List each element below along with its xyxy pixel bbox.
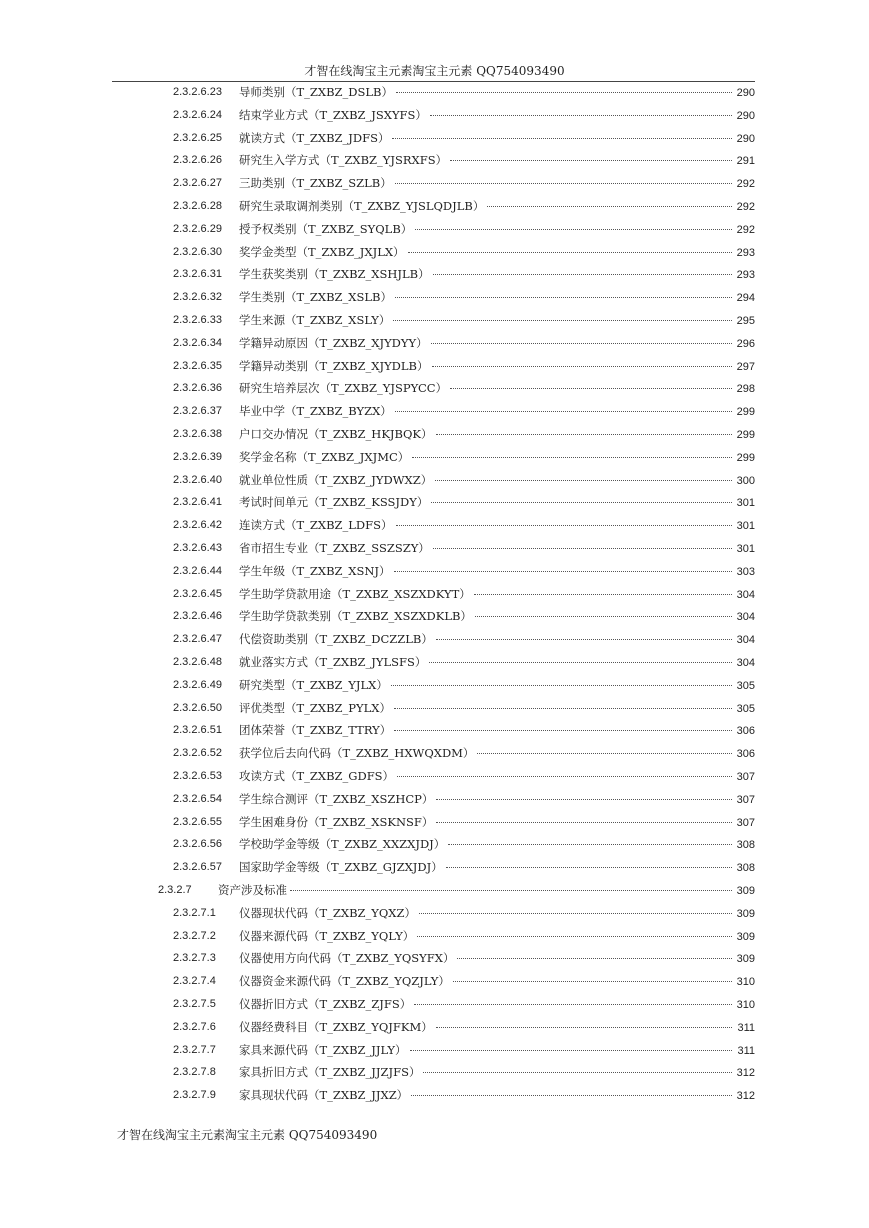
toc-entry-page: 311 [737, 1021, 755, 1034]
toc-entry-page: 312 [736, 1090, 755, 1103]
toc-entry-page: 290 [736, 87, 755, 99]
toc-entry-title: 学生年级（T_ZXBZ_XSNJ） [239, 563, 391, 578]
toc-entry[interactable] [0, 697, 869, 719]
toc-entry-page: 308 [736, 839, 755, 852]
toc-entry[interactable] [0, 902, 869, 924]
toc-entry-title: 代偿资助类别（T_ZXBZ_DCZZLB） [239, 632, 433, 647]
toc-entry-page: 290 [736, 132, 755, 145]
dot-leader [430, 115, 732, 116]
toc-entry[interactable] [0, 377, 869, 399]
dot-leader [436, 1027, 732, 1028]
toc-entry[interactable] [0, 172, 869, 194]
toc-entry-number: 2.3.2.6.43 [173, 542, 222, 554]
toc-entry-title: 学籍异动类别（T_ZXBZ_XJYDLB） [239, 358, 429, 373]
toc-entry[interactable] [0, 127, 869, 149]
toc-entry-page: 307 [736, 816, 755, 829]
toc-entry-number: 2.3.2.6.45 [173, 587, 222, 600]
toc-entry-title: 授予权类别（T_ZXBZ_SYQLB） [239, 221, 413, 236]
toc-entry[interactable] [0, 925, 869, 947]
toc-entry-page: 307 [736, 793, 755, 806]
toc-entry[interactable] [0, 970, 869, 992]
toc-entry-title: 就读方式（T_ZXBZ_JDFS） [239, 130, 390, 145]
toc-entry-title: 获学位后去向代码（T_ZXBZ_HXWQXDM） [239, 746, 475, 761]
toc-entry-title: 家具现状代码（T_ZXBZ_JJXZ） [239, 1088, 409, 1103]
toc-entry-number: 2.3.2.6.57 [173, 861, 222, 874]
page-footer: 才智在线淘宝主元素淘宝主元素 QQ754093490 [117, 1128, 378, 1142]
toc-entry[interactable] [0, 309, 869, 331]
dot-leader [436, 639, 732, 640]
toc-entry-title: 研究生培养层次（T_ZXBZ_YJSPYCC） [239, 381, 448, 396]
toc-entry-page: 293 [736, 246, 755, 259]
toc-entry[interactable] [0, 765, 869, 787]
dot-leader [474, 594, 732, 595]
dot-leader [475, 616, 732, 617]
toc-entry-title: 家具折旧方式（T_ZXBZ_JJZJFS） [239, 1065, 421, 1080]
toc-entry-title: 资产涉及标准 [218, 883, 287, 897]
toc-entry-number: 2.3.2.6.26 [173, 154, 222, 167]
toc-entry-number: 2.3.2.6.49 [173, 678, 222, 691]
toc-entry-number: 2.3.2.6.35 [173, 359, 222, 372]
toc-entry-page: 311 [737, 1044, 755, 1057]
toc-entry-number: 2.3.2.6.53 [173, 770, 222, 782]
toc-entry[interactable] [0, 583, 869, 605]
toc-entry-page: 309 [736, 907, 755, 920]
toc-entry[interactable] [0, 833, 869, 855]
dot-leader [395, 411, 732, 412]
dot-leader [395, 297, 732, 298]
toc-entry-page: 309 [736, 930, 755, 943]
dot-leader [408, 252, 732, 253]
toc-entry-title: 户口交办情况（T_ZXBZ_HKJBQK） [239, 427, 433, 441]
toc-entry-number: 2.3.2.6.50 [173, 701, 222, 714]
toc-entry-number: 2.3.2.6.41 [173, 496, 222, 509]
dot-leader [450, 160, 732, 161]
toc-entry[interactable] [0, 446, 869, 468]
toc-entry-title: 就业单位性质（T_ZXBZ_JYDWXZ） [239, 472, 433, 487]
toc-entry-title: 考试时间单元（T_ZXBZ_KSSJDY） [239, 495, 429, 510]
toc-entry[interactable] [0, 286, 869, 308]
toc-entry[interactable] [0, 332, 869, 354]
toc-entry-number: 2.3.2.6.30 [173, 245, 222, 258]
toc-entry[interactable] [0, 491, 869, 513]
toc-entry-title: 就业落实方式（T_ZXBZ_JYLSFS） [239, 655, 427, 669]
toc-entry-page: 312 [736, 1067, 755, 1080]
toc-entry[interactable] [0, 719, 869, 741]
toc-entry-page: 301 [736, 543, 755, 555]
toc-entry-title: 研究类型（T_ZXBZ_YJLX） [239, 677, 388, 692]
toc-entry[interactable] [0, 263, 869, 285]
dot-leader [411, 1095, 732, 1096]
toc-entry-page: 293 [736, 269, 755, 282]
toc-entry-title: 学生助学贷款类别（T_ZXBZ_XSZXDKLB） [239, 609, 472, 624]
toc-entry[interactable] [0, 993, 869, 1015]
toc-entry[interactable] [0, 355, 869, 377]
dot-leader [396, 525, 732, 526]
toc-entry-number: 2.3.2.6.38 [173, 428, 222, 440]
dot-leader [477, 753, 732, 754]
toc-entry-page: 299 [736, 406, 755, 419]
toc-entry-title: 仪器使用方向代码（T_ZXBZ_YQSYFX） [239, 951, 455, 966]
toc-entry-title: 省市招生专业（T_ZXBZ_SSZSZY） [239, 541, 430, 555]
toc-entry-number: 2.3.2.6.55 [173, 815, 222, 828]
toc-entry-title: 评优类型（T_ZXBZ_PYLX） [239, 700, 391, 715]
toc-entry-title: 研究生录取调剂类别（T_ZXBZ_YJSLQDJLB） [239, 199, 485, 213]
toc-entry-page: 307 [736, 771, 755, 783]
dot-leader [290, 890, 732, 891]
toc-entry-number: 2.3.2.7.4 [173, 975, 216, 988]
toc-entry[interactable] [0, 947, 869, 969]
toc-entry[interactable] [0, 742, 869, 764]
toc-entry[interactable] [0, 811, 869, 833]
toc-entry[interactable] [0, 788, 869, 810]
dot-leader [419, 913, 732, 914]
toc-entry-title: 学校助学金等级（T_ZXBZ_XXZXJDJ） [239, 837, 446, 852]
toc-entry[interactable] [0, 1016, 869, 1038]
dot-leader [410, 1050, 732, 1051]
toc-entry-number: 2.3.2.7 [158, 884, 192, 896]
toc-entry-page: 295 [736, 315, 755, 327]
dot-leader [433, 274, 732, 275]
dot-leader [414, 1004, 732, 1005]
dot-leader [436, 799, 732, 800]
toc-entry[interactable] [0, 856, 869, 878]
toc-entry-title: 学籍异动原因（T_ZXBZ_XJYDYY） [239, 335, 428, 350]
page-header: 才智在线淘宝主元素淘宝主元素 QQ754093490 [304, 64, 565, 78]
dot-leader [457, 958, 732, 959]
toc-entry-number: 2.3.2.6.40 [173, 473, 222, 486]
toc-entry-title: 连读方式（T_ZXBZ_LDFS） [239, 518, 393, 533]
toc-entry-number: 2.3.2.7.2 [173, 929, 216, 942]
dot-leader [392, 138, 732, 139]
toc-entry-page: 309 [736, 885, 755, 897]
toc-entry-page: 309 [736, 953, 755, 966]
toc-entry[interactable] [0, 81, 869, 103]
dot-leader [394, 708, 732, 709]
dot-leader [394, 730, 732, 731]
toc-entry-title: 仪器来源代码（T_ZXBZ_YQLY） [239, 928, 415, 943]
dot-leader [450, 388, 732, 389]
toc-entry-title: 导师类别（T_ZXBZ_DSLB） [239, 85, 393, 99]
dot-leader [436, 822, 732, 823]
dot-leader [391, 685, 732, 686]
toc-entry-number: 2.3.2.7.5 [173, 998, 216, 1010]
dot-leader [453, 981, 732, 982]
toc-entry-number: 2.3.2.7.6 [173, 1020, 216, 1033]
toc-entry-number: 2.3.2.6.52 [173, 747, 222, 760]
toc-entry[interactable] [0, 879, 869, 901]
toc-entry-number: 2.3.2.7.3 [173, 952, 216, 965]
toc-entry-title: 三助类别（T_ZXBZ_SZLB） [239, 176, 392, 191]
toc-entry-page: 301 [736, 497, 755, 510]
toc-entry-page: 292 [736, 223, 755, 236]
dot-leader [412, 457, 732, 458]
toc-entry-title: 学生困难身份（T_ZXBZ_XSKNSF） [239, 814, 434, 829]
toc-entry-number: 2.3.2.6.31 [173, 268, 222, 281]
toc-entry-number: 2.3.2.6.32 [173, 291, 222, 304]
toc-entry-number: 2.3.2.6.44 [173, 564, 222, 577]
toc-entry-title: 家具来源代码（T_ZXBZ_JJLY） [239, 1042, 407, 1057]
toc-entry-page: 299 [736, 429, 755, 441]
toc-entry-page: 294 [736, 292, 755, 305]
toc-entry[interactable] [0, 241, 869, 263]
toc-entry[interactable] [0, 605, 869, 627]
toc-entry[interactable] [0, 218, 869, 240]
toc-entry-title: 学生助学贷款用途（T_ZXBZ_XSZXDKYT） [239, 586, 471, 601]
toc-entry-page: 305 [736, 679, 755, 692]
toc-entry[interactable] [0, 423, 869, 445]
toc-entry-title: 学生类别（T_ZXBZ_XSLB） [239, 290, 392, 305]
toc-entry[interactable] [0, 149, 869, 171]
toc-entry[interactable] [0, 195, 869, 217]
toc-entry-number: 2.3.2.6.39 [173, 450, 222, 463]
toc-entry[interactable] [0, 104, 869, 126]
toc-entry-number: 2.3.2.6.34 [173, 336, 222, 349]
dot-leader [436, 434, 733, 435]
dot-leader [435, 480, 732, 481]
toc-entry-page: 310 [736, 999, 755, 1011]
toc-entry-title: 奖学金类型（T_ZXBZ_JXJLX） [239, 244, 405, 259]
toc-entry-page: 301 [736, 520, 755, 533]
toc-entry-title: 仪器资金来源代码（T_ZXBZ_YQZJLY） [239, 974, 450, 989]
dot-leader [393, 320, 732, 321]
toc-entry-title: 国家助学金等级（T_ZXBZ_GJZXJDJ） [239, 860, 443, 875]
toc-entry-number: 2.3.2.6.54 [173, 792, 222, 805]
toc-entry-number: 2.3.2.7.9 [173, 1089, 216, 1102]
toc-entry-title: 毕业中学（T_ZXBZ_BYZX） [239, 404, 392, 419]
toc-entry-title: 学生综合测评（T_ZXBZ_XSZHCP） [239, 791, 434, 806]
toc-entry-page: 303 [736, 565, 755, 578]
toc-entry-page: 304 [736, 588, 755, 601]
toc-entry-number: 2.3.2.7.1 [173, 906, 216, 919]
dot-leader [487, 206, 732, 207]
toc-entry-page: 297 [736, 360, 755, 373]
toc-entry-number: 2.3.2.6.46 [173, 610, 222, 623]
toc-entry[interactable] [0, 1084, 869, 1106]
toc-entry-title: 攻读方式（T_ZXBZ_GDFS） [239, 769, 395, 783]
dot-leader [429, 662, 732, 663]
toc-entry-page: 300 [736, 474, 755, 487]
toc-entry-page: 306 [736, 725, 755, 738]
toc-entry-page: 304 [736, 611, 755, 624]
dot-leader [431, 343, 732, 344]
toc-entry-title: 仪器现状代码（T_ZXBZ_YQXZ） [239, 905, 416, 920]
toc-entry[interactable] [0, 651, 869, 673]
toc-entry-number: 2.3.2.6.42 [173, 519, 222, 532]
toc-entry-page: 290 [736, 109, 755, 122]
toc-entry[interactable] [0, 674, 869, 696]
toc-entry-page: 296 [736, 337, 755, 350]
toc-entry-page: 298 [736, 383, 755, 396]
toc-entry-page: 304 [736, 634, 755, 647]
toc-entry-number: 2.3.2.6.33 [173, 314, 222, 326]
dot-leader [415, 229, 732, 230]
toc-entry[interactable] [0, 514, 869, 536]
toc-entry-number: 2.3.2.6.48 [173, 656, 222, 668]
toc-entry-number: 2.3.2.6.29 [173, 222, 222, 235]
toc-entry[interactable] [0, 400, 869, 422]
dot-leader [394, 571, 732, 572]
toc-entry-title: 仪器经费科目（T_ZXBZ_YQJFKM） [239, 1019, 433, 1034]
toc-entry-number: 2.3.2.6.56 [173, 838, 222, 851]
toc-entry-number: 2.3.2.6.37 [173, 405, 222, 418]
dot-leader [433, 548, 732, 549]
toc-entry-title: 奖学金名称（T_ZXBZ_JXJMC） [239, 449, 410, 464]
toc-entry-page: 304 [736, 657, 755, 669]
toc-entry-page: 292 [736, 178, 755, 191]
toc-entry-number: 2.3.2.6.36 [173, 382, 222, 395]
toc-entry-title: 学生获奖类别（T_ZXBZ_XSHJLB） [239, 267, 430, 282]
toc-entry-page: 305 [736, 702, 755, 715]
toc-entry-number: 2.3.2.6.51 [173, 724, 222, 737]
toc-entry-page: 310 [736, 976, 755, 989]
toc-entry-title: 学生来源（T_ZXBZ_XSLY） [239, 313, 391, 327]
dot-leader [432, 366, 733, 367]
dot-leader [446, 867, 732, 868]
dot-leader [397, 776, 732, 777]
toc-entry-number: 2.3.2.7.8 [173, 1066, 216, 1079]
toc-entry-page: 306 [736, 748, 755, 761]
toc-entry-page: 299 [736, 451, 755, 464]
toc-entry-title: 研究生入学方式（T_ZXBZ_YJSRXFS） [239, 153, 448, 168]
toc-entry-title: 团体荣誉（T_ZXBZ_TTRY） [239, 723, 392, 738]
dot-leader [448, 844, 732, 845]
toc-entry-page: 291 [736, 155, 755, 168]
toc-entry-number: 2.3.2.6.25 [173, 131, 222, 144]
toc-entry-page: 308 [736, 862, 755, 875]
toc-entry-title: 结束学业方式（T_ZXBZ_JSXYFS） [239, 107, 427, 122]
toc-entry-number: 2.3.2.6.28 [173, 200, 222, 212]
toc-entry[interactable] [0, 537, 869, 559]
toc-entry[interactable] [0, 628, 869, 650]
toc-entry-number: 2.3.2.6.24 [173, 108, 222, 121]
dot-leader [423, 1072, 732, 1073]
toc-entry-number: 2.3.2.6.23 [173, 86, 222, 98]
toc-entry-title: 仪器折旧方式（T_ZXBZ_ZJFS） [239, 997, 412, 1011]
dot-leader [395, 183, 732, 184]
dot-leader [396, 92, 732, 93]
toc-entry-number: 2.3.2.6.27 [173, 177, 222, 190]
toc-entry[interactable] [0, 1061, 869, 1083]
toc-entry[interactable] [0, 469, 869, 491]
toc-entry-number: 2.3.2.6.47 [173, 633, 222, 646]
dot-leader [431, 502, 732, 503]
toc-entry[interactable] [0, 560, 869, 582]
toc-entry-page: 292 [736, 201, 755, 213]
toc-entry-number: 2.3.2.7.7 [173, 1043, 216, 1056]
dot-leader [417, 936, 732, 937]
toc-entry[interactable] [0, 1039, 869, 1061]
